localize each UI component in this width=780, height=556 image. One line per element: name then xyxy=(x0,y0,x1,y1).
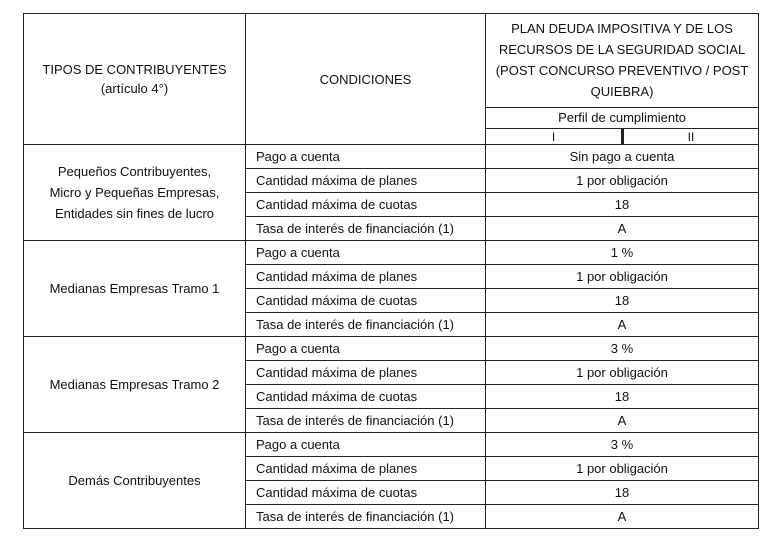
condition-cell: Cantidad máxima de cuotas xyxy=(246,385,486,409)
value-cell: 1 % xyxy=(486,241,759,265)
perfil-i: I xyxy=(486,129,623,145)
condition-cell: Cantidad máxima de planes xyxy=(246,457,486,481)
value-cell: 3 % xyxy=(486,337,759,361)
condition-cell: Pago a cuenta xyxy=(246,145,486,169)
condition-cell: Cantidad máxima de planes xyxy=(246,361,486,385)
table-row xyxy=(24,433,759,457)
plan-header xyxy=(486,14,759,108)
contributor-type-line: Pequeños Contribuyentes, xyxy=(57,164,212,179)
contributor-type-line: Medianas Empresas Tramo 2 xyxy=(49,377,220,392)
contributor-type-cell xyxy=(24,145,246,241)
condition-cell: Pago a cuenta xyxy=(246,433,486,457)
value-cell: 3 % xyxy=(486,433,759,457)
value-cell: A xyxy=(486,505,759,529)
contributor-type-cell xyxy=(24,337,246,433)
value-cell: 18 xyxy=(486,481,759,505)
tipos-header-line1: TIPOS DE CONTRIBUYENTES xyxy=(42,62,227,77)
condition-cell: Cantidad máxima de cuotas xyxy=(246,193,486,217)
table-row xyxy=(24,241,759,265)
value-cell: 18 xyxy=(486,193,759,217)
condition-cell: Tasa de interés de financiación (1) xyxy=(246,409,486,433)
value-cell: 1 por obligación xyxy=(486,361,759,385)
value-cell: 1 por obligación xyxy=(486,457,759,481)
value-cell: A xyxy=(486,409,759,433)
contributor-type-cell xyxy=(24,433,246,529)
contributor-type-line: Medianas Empresas Tramo 1 xyxy=(49,281,220,296)
contributor-type-cell xyxy=(24,241,246,337)
header-row xyxy=(24,14,759,108)
value-cell: A xyxy=(486,217,759,241)
contributor-type-line: Micro y Pequeñas Empresas, xyxy=(49,185,220,200)
condition-cell: Pago a cuenta xyxy=(246,241,486,265)
contributor-type-line: Demás Contribuyentes xyxy=(68,473,201,488)
condition-cell: Cantidad máxima de planes xyxy=(246,265,486,289)
tipos-header-line2: (artículo 4°) xyxy=(100,81,169,96)
perfil-ii: II xyxy=(623,129,759,145)
table-row xyxy=(24,145,759,169)
value-cell: 1 por obligación xyxy=(486,265,759,289)
table-row xyxy=(24,337,759,361)
value-cell: Sin pago a cuenta xyxy=(486,145,759,169)
condition-cell: Pago a cuenta xyxy=(246,337,486,361)
condition-cell: Tasa de interés de financiación (1) xyxy=(246,217,486,241)
condition-cell: Cantidad máxima de cuotas xyxy=(246,289,486,313)
condition-cell: Cantidad máxima de cuotas xyxy=(246,481,486,505)
contributors-table xyxy=(23,13,759,529)
condition-cell: Tasa de interés de financiación (1) xyxy=(246,505,486,529)
value-cell: 18 xyxy=(486,385,759,409)
plan-header-line: QUIEBRA) xyxy=(590,84,654,100)
tipos-header xyxy=(24,14,246,145)
value-cell: 18 xyxy=(486,289,759,313)
value-cell: A xyxy=(486,313,759,337)
condiciones-header: CONDICIONES xyxy=(246,14,486,145)
plan-header-line: (POST CONCURSO PREVENTIVO / POST xyxy=(495,63,749,79)
perfil-header: Perfil de cumplimiento xyxy=(486,107,759,129)
condition-cell: Cantidad máxima de planes xyxy=(246,169,486,193)
value-cell: 1 por obligación xyxy=(486,169,759,193)
contributor-type-line: Entidades sin fines de lucro xyxy=(55,206,214,221)
plan-header-line: PLAN DEUDA IMPOSITIVA Y DE LOS xyxy=(511,21,733,37)
plan-header-line: RECURSOS DE LA SEGURIDAD SOCIAL xyxy=(498,42,746,58)
condition-cell: Tasa de interés de financiación (1) xyxy=(246,313,486,337)
